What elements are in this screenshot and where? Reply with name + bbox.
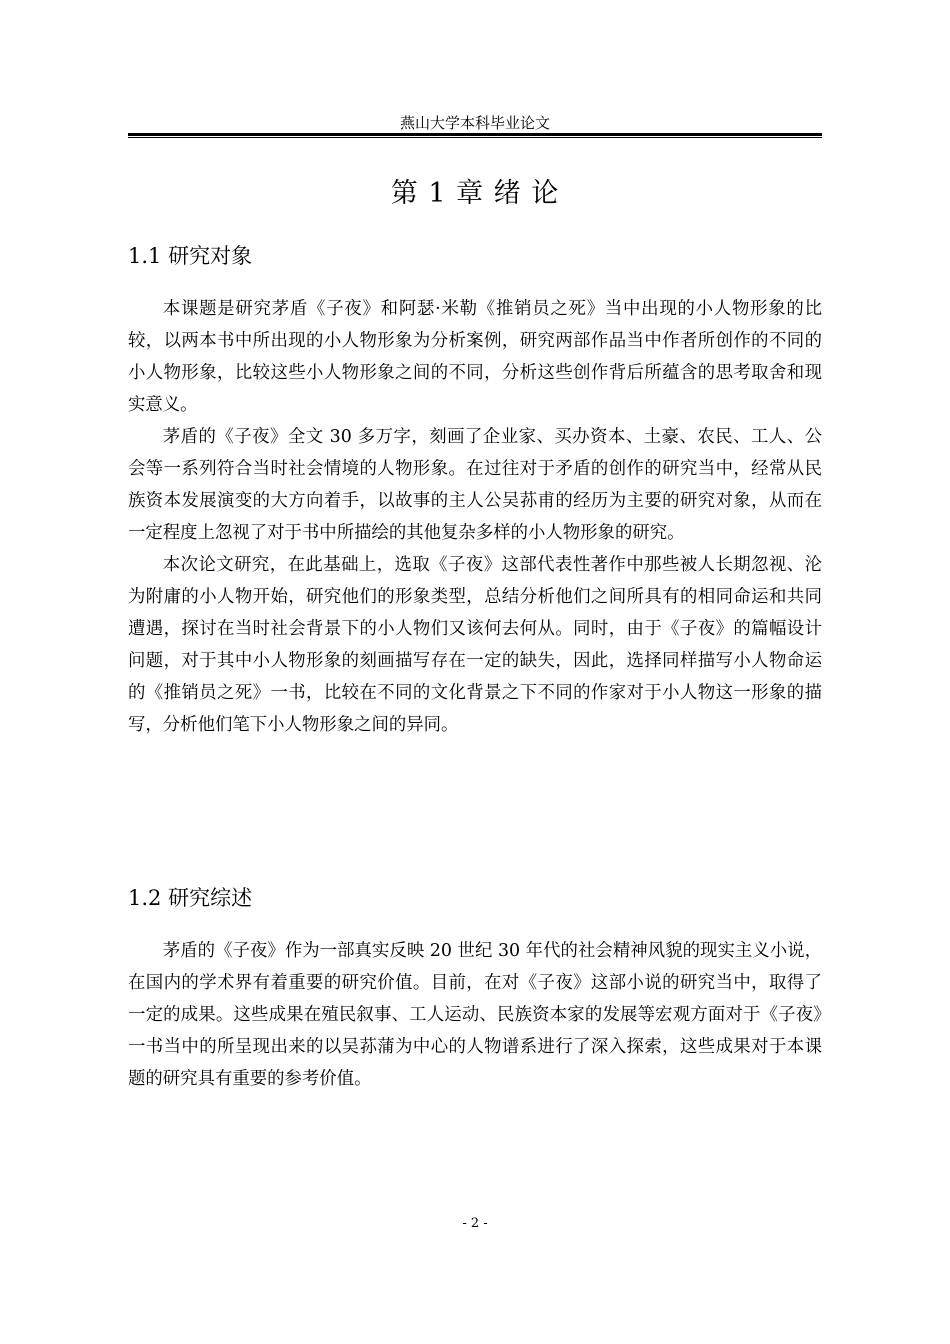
running-header: 燕山大学本科毕业论文: [399, 114, 550, 132]
paragraph: 本次论文研究，在此基础上，选取《子夜》这部代表性著作中那些被人长期忽视、沦为附庸的小人物开始，研究他们的形象类型，总结分析他们之间所具有的相同命运和共同遭遇，探讨在当时社会背景下的小人物们又该何去何从。同时，由于《子夜》的篇幅设计问题，对于其中小人物形象的刻画描写存在一定的缺失，因此，选择同样描写小人物命运的《推销员之死》一书，比较在不同的文化背景之下不同的作家对于小人物这一形象的描写，分析他们笔下小人物形象之间的异同。: [128, 555, 822, 735]
header-rule-thick: [128, 133, 822, 136]
chapter-title: 第 1 章 绪 论: [390, 178, 560, 209]
paragraph: 茅盾的《子夜》全文 30 多万字，刻画了企业家、买办资本、土豪、农民、工人、公会等一系列符合当时社会情境的人物形象。在过往对于矛盾的创作的研究当中，经常从民族资本发展演变的大方向着手，以故事的主人公吴荪甫的经历为主要的研究对象，从而在一定程度上忽视了对于书中所描绘的其他复杂多样的小人物形象的研究。: [128, 427, 822, 543]
page-number: - 2 -: [462, 1216, 488, 1231]
section-body-1-1: [128, 293, 822, 741]
header-rule-thin: [128, 137, 822, 138]
section-heading-1-2: 1.2 研究综述: [128, 886, 253, 910]
paragraph: 本课题是研究茅盾《子夜》和阿瑟·米勒《推销员之死》当中出现的小人物形象的比较，以两本书中所出现的小人物形象为分析案例，研究两部作品当中作者所创作的不同的小人物形象，比较这些小人物形象之间的不同，分析这些创作背后所蕴含的思考取舍和现实意义。: [128, 299, 822, 415]
section-heading-1-1: 1.1 研究对象: [128, 244, 253, 268]
paragraph: 茅盾的《子夜》作为一部真实反映 20 世纪 30 年代的社会精神风貌的现实主义小说，在国内的学术界有着重要的研究价值。目前，在对《子夜》这部小说的研究当中，取得了一定的成果。这些成果在殖民叙事、工人运动、民族资本家的发展等宏观方面对于《子夜》一书当中的所呈现出来的以吴荪蒲为中心的人物谱系进行了深入探索，这些成果对于本课题的研究具有重要的参考价值。: [128, 941, 822, 1089]
header-double-rule: [128, 133, 822, 139]
section-body-1-2: [128, 935, 822, 1095]
